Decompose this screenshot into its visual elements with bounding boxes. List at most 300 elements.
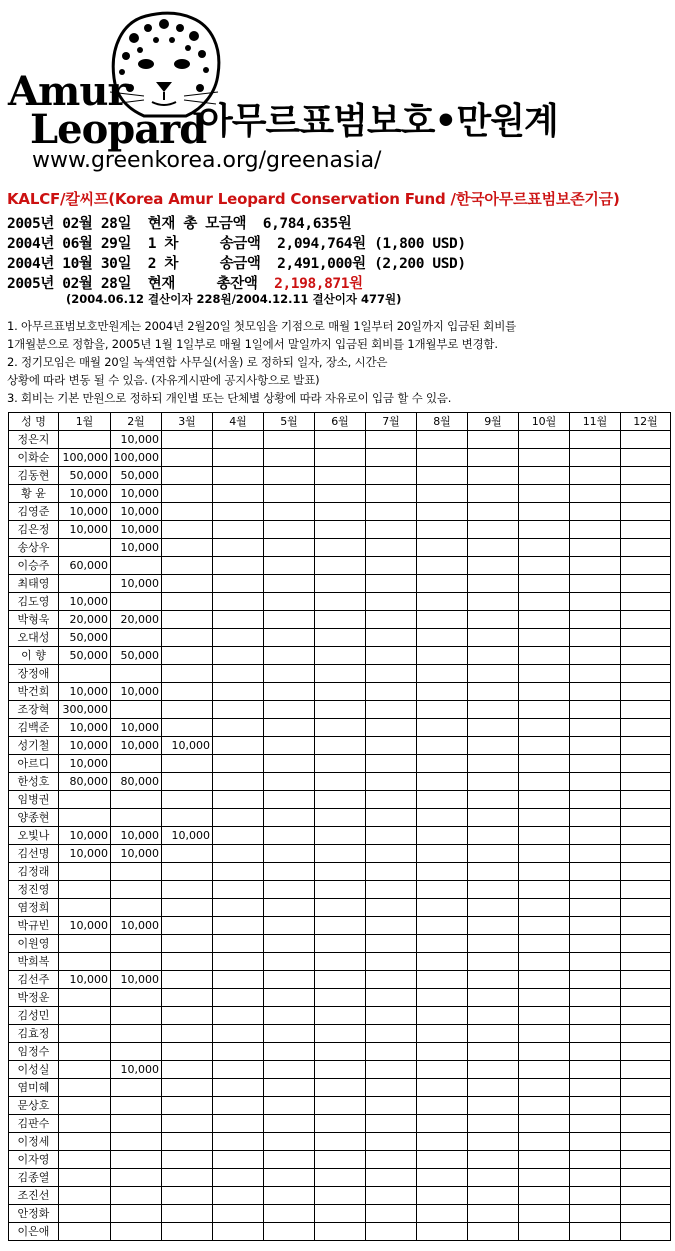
monthly-payment-cell	[621, 665, 671, 683]
monthly-payment-cell	[315, 953, 366, 971]
monthly-payment-cell	[417, 773, 468, 791]
monthly-payment-cell	[366, 521, 417, 539]
table-row	[9, 791, 671, 809]
monthly-payment-cell	[417, 809, 468, 827]
monthly-payment-cell	[468, 989, 519, 1007]
monthly-payment-cell	[621, 1061, 671, 1079]
member-name: 아르디	[9, 755, 59, 773]
monthly-payment-cell	[570, 737, 621, 755]
table-row	[9, 1223, 671, 1241]
monthly-payment-cell	[570, 503, 621, 521]
monthly-payment-cell	[213, 647, 264, 665]
monthly-payment-cell	[264, 953, 315, 971]
member-name: 박정운	[9, 989, 59, 1007]
monthly-payment-cell	[162, 665, 213, 683]
monthly-payment-cell	[570, 593, 621, 611]
monthly-payment-cell	[213, 899, 264, 917]
monthly-payment-cell	[519, 737, 570, 755]
monthly-payment-cell	[621, 899, 671, 917]
monthly-payment-cell	[417, 737, 468, 755]
monthly-payment-cell	[111, 863, 162, 881]
monthly-payment-cell	[468, 701, 519, 719]
monthly-payment-cell	[621, 611, 671, 629]
monthly-payment-cell: 80,000	[59, 773, 111, 791]
column-header-month: 8월	[417, 413, 468, 431]
monthly-payment-cell	[315, 899, 366, 917]
monthly-payment-cell	[264, 467, 315, 485]
member-name: 한성호	[9, 773, 59, 791]
monthly-payment-cell	[59, 1007, 111, 1025]
monthly-payment-cell	[468, 683, 519, 701]
monthly-payment-cell	[264, 611, 315, 629]
monthly-payment-cell	[417, 1169, 468, 1187]
member-name: 김선주	[9, 971, 59, 989]
monthly-payment-cell	[621, 1169, 671, 1187]
monthly-payment-cell	[111, 1097, 162, 1115]
table-row	[9, 971, 671, 989]
monthly-payment-cell	[417, 881, 468, 899]
monthly-payment-cell	[468, 791, 519, 809]
monthly-payment-cell	[315, 557, 366, 575]
monthly-payment-cell	[315, 773, 366, 791]
monthly-payment-cell	[264, 1061, 315, 1079]
monthly-payment-cell	[417, 1115, 468, 1133]
monthly-payment-cell	[213, 1133, 264, 1151]
monthly-payment-cell	[417, 449, 468, 467]
monthly-payment-cell	[264, 575, 315, 593]
monthly-payment-cell	[315, 521, 366, 539]
monthly-payment-cell	[59, 935, 111, 953]
monthly-payment-cell	[315, 989, 366, 1007]
summary-transfer-1	[7, 232, 466, 253]
monthly-payment-cell	[162, 1169, 213, 1187]
monthly-payment-cell	[264, 521, 315, 539]
monthly-payment-cell	[162, 593, 213, 611]
monthly-payment-cell	[468, 431, 519, 449]
monthly-payment-cell	[366, 1133, 417, 1151]
monthly-payment-cell	[417, 1007, 468, 1025]
monthly-payment-cell	[264, 539, 315, 557]
monthly-payment-cell	[59, 665, 111, 683]
monthly-payment-cell	[213, 845, 264, 863]
monthly-payment-cell	[417, 701, 468, 719]
monthly-payment-cell	[315, 593, 366, 611]
monthly-payment-cell	[264, 1097, 315, 1115]
member-name: 이성실	[9, 1061, 59, 1079]
monthly-payment-cell	[468, 593, 519, 611]
monthly-payment-cell	[417, 557, 468, 575]
monthly-payment-cell	[315, 539, 366, 557]
monthly-payment-cell	[417, 647, 468, 665]
monthly-payment-cell	[111, 557, 162, 575]
balance-amount: 2,198,871원	[274, 276, 363, 292]
monthly-payment-cell	[162, 719, 213, 737]
table-row	[9, 449, 671, 467]
monthly-payment-cell	[111, 701, 162, 719]
monthly-payment-cell	[519, 989, 570, 1007]
monthly-payment-cell	[264, 899, 315, 917]
monthly-payment-cell	[162, 989, 213, 1007]
monthly-payment-cell: 10,000	[111, 683, 162, 701]
monthly-payment-cell	[570, 953, 621, 971]
monthly-payment-cell: 10,000	[59, 845, 111, 863]
monthly-payment-cell	[162, 791, 213, 809]
monthly-payment-cell: 10,000	[59, 971, 111, 989]
monthly-payment-cell	[417, 1061, 468, 1079]
monthly-payment-cell	[264, 791, 315, 809]
monthly-payment-cell	[519, 719, 570, 737]
member-name: 박건희	[9, 683, 59, 701]
monthly-payment-cell	[213, 1043, 264, 1061]
monthly-payment-cell	[315, 881, 366, 899]
table-row	[9, 1007, 671, 1025]
monthly-payment-cell	[213, 503, 264, 521]
monthly-payment-cell	[519, 1205, 570, 1223]
monthly-payment-cell	[621, 1043, 671, 1061]
monthly-payment-cell	[519, 863, 570, 881]
monthly-payment-cell: 80,000	[111, 773, 162, 791]
column-header-month: 10월	[519, 413, 570, 431]
summary-text: 2005년 02월 28일 현재 총 모금액 6,784,635원	[7, 216, 352, 232]
member-name: 김백준	[9, 719, 59, 737]
monthly-payment-cell	[366, 431, 417, 449]
monthly-payment-cell	[315, 1169, 366, 1187]
monthly-payment-cell	[366, 701, 417, 719]
monthly-payment-cell	[315, 1115, 366, 1133]
table-row	[9, 1187, 671, 1205]
monthly-payment-cell	[570, 431, 621, 449]
monthly-payment-cell	[468, 485, 519, 503]
monthly-payment-cell	[264, 971, 315, 989]
monthly-payment-cell	[519, 1061, 570, 1079]
monthly-payment-cell	[162, 863, 213, 881]
monthly-payment-cell	[264, 1043, 315, 1061]
monthly-payment-cell	[111, 1025, 162, 1043]
monthly-payment-cell	[468, 521, 519, 539]
monthly-payment-cell	[366, 953, 417, 971]
monthly-payment-cell	[519, 683, 570, 701]
monthly-payment-cell	[519, 557, 570, 575]
monthly-payment-cell	[519, 773, 570, 791]
monthly-payment-cell	[570, 1061, 621, 1079]
monthly-payment-cell	[366, 1061, 417, 1079]
monthly-payment-cell	[111, 935, 162, 953]
monthly-payment-cell	[162, 755, 213, 773]
monthly-payment-cell	[468, 665, 519, 683]
monthly-payment-cell	[621, 593, 671, 611]
monthly-payment-cell	[366, 1007, 417, 1025]
monthly-payment-cell	[468, 1223, 519, 1241]
member-name: 장정애	[9, 665, 59, 683]
monthly-payment-cell	[162, 629, 213, 647]
monthly-payment-cell	[59, 1115, 111, 1133]
monthly-payment-cell	[468, 1007, 519, 1025]
monthly-payment-cell	[366, 755, 417, 773]
monthly-payment-cell	[315, 485, 366, 503]
monthly-payment-cell: 10,000	[59, 719, 111, 737]
monthly-payment-cell	[59, 953, 111, 971]
monthly-payment-cell	[264, 989, 315, 1007]
monthly-payment-cell	[468, 917, 519, 935]
monthly-payment-cell	[213, 701, 264, 719]
monthly-payment-cell: 50,000	[59, 467, 111, 485]
monthly-payment-cell	[264, 1115, 315, 1133]
monthly-payment-cell	[621, 1007, 671, 1025]
monthly-payment-cell	[111, 1205, 162, 1223]
monthly-payment-cell	[366, 557, 417, 575]
monthly-payment-cell	[570, 1187, 621, 1205]
monthly-payment-cell	[366, 1223, 417, 1241]
monthly-payment-cell	[111, 1079, 162, 1097]
monthly-payment-cell	[162, 953, 213, 971]
monthly-payment-cell	[213, 467, 264, 485]
monthly-payment-cell	[468, 1151, 519, 1169]
monthly-payment-cell	[468, 1133, 519, 1151]
fund-title: KALCF/칼씨프(Korea Amur Leopard Conservation Fund /한국아무르표범보존기금)	[7, 190, 620, 208]
monthly-payment-cell: 10,000	[59, 827, 111, 845]
monthly-payment-cell	[59, 1025, 111, 1043]
member-name: 김동현	[9, 467, 59, 485]
monthly-payment-cell	[162, 917, 213, 935]
monthly-payment-cell	[621, 575, 671, 593]
monthly-payment-cell	[468, 953, 519, 971]
table-row	[9, 845, 671, 863]
summary-total-raised	[7, 212, 351, 233]
monthly-payment-cell	[570, 1007, 621, 1025]
monthly-payment-cell: 10,000	[111, 1061, 162, 1079]
table-row	[9, 593, 671, 611]
monthly-payment-cell	[417, 791, 468, 809]
monthly-payment-cell	[315, 1097, 366, 1115]
monthly-payment-cell	[519, 503, 570, 521]
monthly-payment-cell	[213, 737, 264, 755]
monthly-payment-cell: 100,000	[111, 449, 162, 467]
monthly-payment-cell	[468, 773, 519, 791]
monthly-payment-cell	[59, 1043, 111, 1061]
member-name: 최태영	[9, 575, 59, 593]
monthly-payment-cell	[264, 1169, 315, 1187]
monthly-payment-cell	[621, 431, 671, 449]
monthly-payment-cell: 50,000	[59, 629, 111, 647]
monthly-payment-cell	[468, 1187, 519, 1205]
monthly-payment-cell	[621, 647, 671, 665]
monthly-payment-cell	[264, 593, 315, 611]
monthly-payment-cell	[570, 935, 621, 953]
monthly-payment-cell	[621, 863, 671, 881]
monthly-payment-cell	[315, 1223, 366, 1241]
monthly-payment-cell	[111, 809, 162, 827]
monthly-payment-cell: 10,000	[111, 737, 162, 755]
monthly-payment-cell	[366, 1043, 417, 1061]
monthly-payment-cell	[366, 485, 417, 503]
monthly-payment-cell	[213, 665, 264, 683]
monthly-payment-cell	[162, 899, 213, 917]
monthly-payment-cell	[162, 1097, 213, 1115]
monthly-payment-cell	[519, 1115, 570, 1133]
table-row	[9, 1061, 671, 1079]
monthly-payment-cell	[366, 773, 417, 791]
table-row	[9, 917, 671, 935]
monthly-payment-cell	[621, 539, 671, 557]
table-row	[9, 575, 671, 593]
monthly-payment-cell	[315, 719, 366, 737]
column-header-month: 6월	[315, 413, 366, 431]
monthly-payment-cell	[519, 917, 570, 935]
monthly-payment-cell	[519, 449, 570, 467]
monthly-payment-cell: 10,000	[111, 431, 162, 449]
monthly-payment-cell	[213, 881, 264, 899]
monthly-payment-cell	[213, 1061, 264, 1079]
monthly-payment-cell: 10,000	[59, 593, 111, 611]
ledger-header-row	[9, 413, 671, 431]
monthly-payment-cell	[621, 791, 671, 809]
monthly-payment-cell	[519, 791, 570, 809]
monthly-payment-cell	[213, 1223, 264, 1241]
monthly-payment-cell	[111, 791, 162, 809]
monthly-payment-cell	[162, 683, 213, 701]
table-row	[9, 935, 671, 953]
monthly-payment-cell	[264, 755, 315, 773]
monthly-payment-cell: 60,000	[59, 557, 111, 575]
monthly-payment-cell	[264, 485, 315, 503]
monthly-payment-cell	[468, 539, 519, 557]
monthly-payment-cell	[468, 1061, 519, 1079]
monthly-payment-cell	[570, 1115, 621, 1133]
monthly-payment-cell	[621, 881, 671, 899]
table-row	[9, 1205, 671, 1223]
monthly-payment-cell: 50,000	[111, 467, 162, 485]
monthly-payment-cell	[621, 809, 671, 827]
monthly-payment-cell	[315, 935, 366, 953]
monthly-payment-cell	[315, 1061, 366, 1079]
table-row	[9, 755, 671, 773]
monthly-payment-cell	[315, 755, 366, 773]
monthly-payment-cell	[468, 611, 519, 629]
monthly-payment-cell	[213, 1205, 264, 1223]
monthly-payment-cell	[417, 503, 468, 521]
monthly-payment-cell	[417, 521, 468, 539]
column-header-month: 11월	[570, 413, 621, 431]
monthly-payment-cell	[264, 449, 315, 467]
monthly-payment-cell	[570, 611, 621, 629]
monthly-payment-cell	[519, 1169, 570, 1187]
monthly-payment-cell	[366, 1025, 417, 1043]
monthly-payment-cell	[213, 449, 264, 467]
monthly-payment-cell	[111, 953, 162, 971]
monthly-payment-cell	[213, 1007, 264, 1025]
monthly-payment-cell	[366, 971, 417, 989]
member-name: 안정화	[9, 1205, 59, 1223]
member-name: 오대성	[9, 629, 59, 647]
monthly-payment-cell	[519, 1079, 570, 1097]
monthly-payment-cell: 10,000	[111, 917, 162, 935]
monthly-payment-cell	[162, 1079, 213, 1097]
table-row	[9, 737, 671, 755]
monthly-payment-cell: 10,000	[162, 827, 213, 845]
table-row	[9, 1025, 671, 1043]
website-url: www.greenkorea.org/greenasia/	[32, 148, 382, 173]
table-row	[9, 1169, 671, 1187]
monthly-payment-cell	[366, 1115, 417, 1133]
monthly-payment-cell: 300,000	[59, 701, 111, 719]
monthly-payment-cell	[621, 1097, 671, 1115]
amur-leopard-logo	[0, 0, 675, 185]
monthly-payment-cell	[570, 449, 621, 467]
monthly-payment-cell	[417, 1097, 468, 1115]
monthly-payment-cell	[519, 701, 570, 719]
monthly-payment-cell	[468, 755, 519, 773]
monthly-payment-cell	[315, 431, 366, 449]
member-name: 정은지	[9, 431, 59, 449]
monthly-payment-cell	[315, 629, 366, 647]
monthly-payment-cell	[468, 629, 519, 647]
monthly-payment-cell	[417, 899, 468, 917]
monthly-payment-cell	[162, 575, 213, 593]
monthly-payment-cell	[315, 701, 366, 719]
monthly-payment-cell	[111, 989, 162, 1007]
monthly-payment-cell	[570, 755, 621, 773]
monthly-payment-cell	[264, 557, 315, 575]
member-name: 김은정	[9, 521, 59, 539]
monthly-payment-cell	[366, 1097, 417, 1115]
rule-note: 2. 정기모임은 매월 20일 녹색연합 사무실(서울) 로 정하되 일자, 장소, 시간은	[7, 355, 388, 369]
monthly-payment-cell	[366, 899, 417, 917]
monthly-payment-cell	[468, 863, 519, 881]
monthly-payment-cell	[417, 467, 468, 485]
monthly-payment-cell	[417, 1043, 468, 1061]
interest-note: (2004.06.12 결산이자 228원/2004.12.11 결산이자 477원)	[66, 292, 402, 306]
monthly-payment-cell	[213, 935, 264, 953]
member-name: 박형욱	[9, 611, 59, 629]
monthly-payment-cell	[162, 1205, 213, 1223]
monthly-payment-cell	[570, 917, 621, 935]
monthly-payment-cell	[315, 1187, 366, 1205]
monthly-payment-cell	[570, 575, 621, 593]
monthly-payment-cell	[570, 1169, 621, 1187]
monthly-payment-cell	[519, 971, 570, 989]
monthly-payment-cell	[468, 827, 519, 845]
monthly-payment-cell	[366, 593, 417, 611]
member-name: 박규빈	[9, 917, 59, 935]
monthly-payment-cell	[519, 1097, 570, 1115]
monthly-payment-cell	[417, 593, 468, 611]
monthly-payment-cell	[315, 737, 366, 755]
monthly-payment-cell	[417, 971, 468, 989]
monthly-payment-cell	[468, 557, 519, 575]
monthly-payment-cell	[264, 431, 315, 449]
monthly-payment-cell	[111, 1169, 162, 1187]
monthly-payment-cell	[366, 881, 417, 899]
monthly-payment-cell	[417, 575, 468, 593]
monthly-payment-cell	[621, 1079, 671, 1097]
membership-fee-ledger	[8, 412, 671, 1241]
table-row	[9, 899, 671, 917]
monthly-payment-cell	[621, 1025, 671, 1043]
monthly-payment-cell	[519, 521, 570, 539]
monthly-payment-cell	[59, 809, 111, 827]
monthly-payment-cell: 10,000	[111, 719, 162, 737]
monthly-payment-cell	[519, 1025, 570, 1043]
monthly-payment-cell	[111, 1187, 162, 1205]
monthly-payment-cell	[621, 1187, 671, 1205]
monthly-payment-cell	[264, 1223, 315, 1241]
monthly-payment-cell	[417, 1151, 468, 1169]
monthly-payment-cell	[417, 1187, 468, 1205]
monthly-payment-cell	[111, 629, 162, 647]
column-header-month: 4월	[213, 413, 264, 431]
monthly-payment-cell	[519, 665, 570, 683]
monthly-payment-cell	[621, 683, 671, 701]
